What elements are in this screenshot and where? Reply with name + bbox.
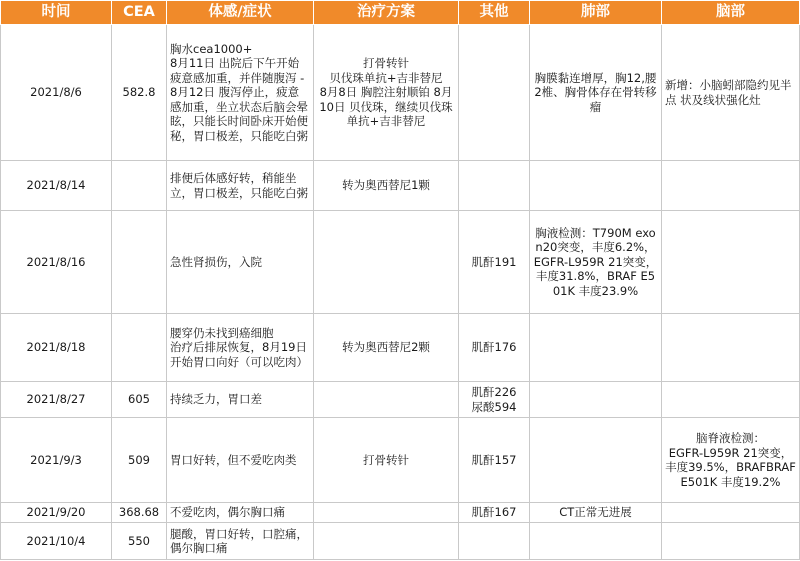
header-symptoms: 体感/症状: [167, 1, 314, 25]
table-row: [1, 418, 800, 503]
cell-treatment: 打骨转针: [314, 418, 459, 503]
cell-symptoms: 腿酸，胃口好转，口腔痛，偶尔胸口痛: [167, 523, 314, 560]
cell-time: 2021/8/14: [1, 161, 112, 211]
cell-cea: 605: [112, 382, 167, 418]
table-row: [1, 503, 800, 523]
cell-treatment: [314, 523, 459, 560]
table-row: [1, 211, 800, 314]
cell-brain: [662, 211, 800, 314]
header-cea: CEA: [112, 1, 167, 25]
cell-symptoms: 排便后体感好转，稍能坐立，胃口极差，只能吃白粥: [167, 161, 314, 211]
cell-other: [459, 161, 530, 211]
cell-cea: 582.8: [112, 25, 167, 161]
table-row: [1, 314, 800, 382]
cell-treatment: [314, 382, 459, 418]
cell-symptoms: 急性肾损伤，入院: [167, 211, 314, 314]
table-row: [1, 523, 800, 560]
header-lung: 肺部: [530, 1, 662, 25]
cell-lung: 胸液检测：T790M exon20突变，丰度6.2%，EGFR-L959R 21突变，丰度31.8%，BRAF E501K 丰度23.9%: [530, 211, 662, 314]
cell-lung: 胸膜黏连增厚，胸12,腰2椎、胸骨体存在骨转移瘤: [530, 25, 662, 161]
cell-treatment: [314, 503, 459, 523]
cell-other: 肌酐157: [459, 418, 530, 503]
cell-brain: [662, 382, 800, 418]
header-brain: 脑部: [662, 1, 800, 25]
cell-treatment: 打骨转针 贝伐珠单抗+吉非替尼 8月8日 胸腔注射顺铂 8月10日 贝伐珠，继续贝伐珠单抗+吉非替尼: [314, 25, 459, 161]
cell-brain: [662, 161, 800, 211]
cell-treatment: [314, 211, 459, 314]
cell-time: 2021/9/3: [1, 418, 112, 503]
header-treatment: 治疗方案: [314, 1, 459, 25]
cell-cea: 509: [112, 418, 167, 503]
cell-treatment: 转为奥西替尼2颗: [314, 314, 459, 382]
cell-time: 2021/8/18: [1, 314, 112, 382]
cell-cea: [112, 161, 167, 211]
cell-other: 肌酐191: [459, 211, 530, 314]
cell-other: [459, 25, 530, 161]
table-row: [1, 25, 800, 161]
cell-symptoms: 胸水cea1000+ 8月11日 出院后下午开始疲意感加重，并伴随腹泻 - 8月12日 腹泻停止，疲意感加重，坐立状态后脑会晕眩，只能长时间卧床开始便秘，胃口极差，只能吃白粥: [167, 25, 314, 161]
cell-lung: CT正常无进展: [530, 503, 662, 523]
cell-symptoms: 持续乏力，胃口差: [167, 382, 314, 418]
cell-cea: 368.68: [112, 503, 167, 523]
cell-lung: [530, 314, 662, 382]
cell-time: 2021/8/16: [1, 211, 112, 314]
cell-brain: 新增：小脑蚓部隐约见半点 状及线状强化灶: [662, 25, 800, 161]
cell-symptoms: 不爱吃肉，偶尔胸口痛: [167, 503, 314, 523]
cell-brain: [662, 314, 800, 382]
cell-time: 2021/10/4: [1, 523, 112, 560]
cell-symptoms: 腰穿仍未找到癌细胞 治疗后排尿恢复，8月19日开始胃口向好（可以吃肉）: [167, 314, 314, 382]
cell-time: 2021/9/20: [1, 503, 112, 523]
cell-other: 肌酐167: [459, 503, 530, 523]
cell-brain: [662, 503, 800, 523]
cell-treatment: 转为奥西替尼1颗: [314, 161, 459, 211]
cell-time: 2021/8/27: [1, 382, 112, 418]
cell-lung: [530, 382, 662, 418]
cell-symptoms: 胃口好转，但不爱吃肉类: [167, 418, 314, 503]
header-time: 时间: [1, 1, 112, 25]
cell-cea: [112, 314, 167, 382]
cell-other: 肌酐176: [459, 314, 530, 382]
cell-other: 肌酐226 尿酸594: [459, 382, 530, 418]
cell-lung: [530, 161, 662, 211]
cell-lung: [530, 418, 662, 503]
cell-cea: [112, 211, 167, 314]
cell-brain: 脑脊液检测： EGFR-L959R 21突变，丰度39.5%，BRAFBRAF E501K 丰度19.2%: [662, 418, 800, 503]
cell-time: 2021/8/6: [1, 25, 112, 161]
cell-lung: [530, 523, 662, 560]
cell-cea: 550: [112, 523, 167, 560]
header-other: 其他: [459, 1, 530, 25]
header-row: [1, 1, 800, 25]
table-row: [1, 161, 800, 211]
cell-other: [459, 523, 530, 560]
cell-brain: [662, 523, 800, 560]
table-row: [1, 382, 800, 418]
